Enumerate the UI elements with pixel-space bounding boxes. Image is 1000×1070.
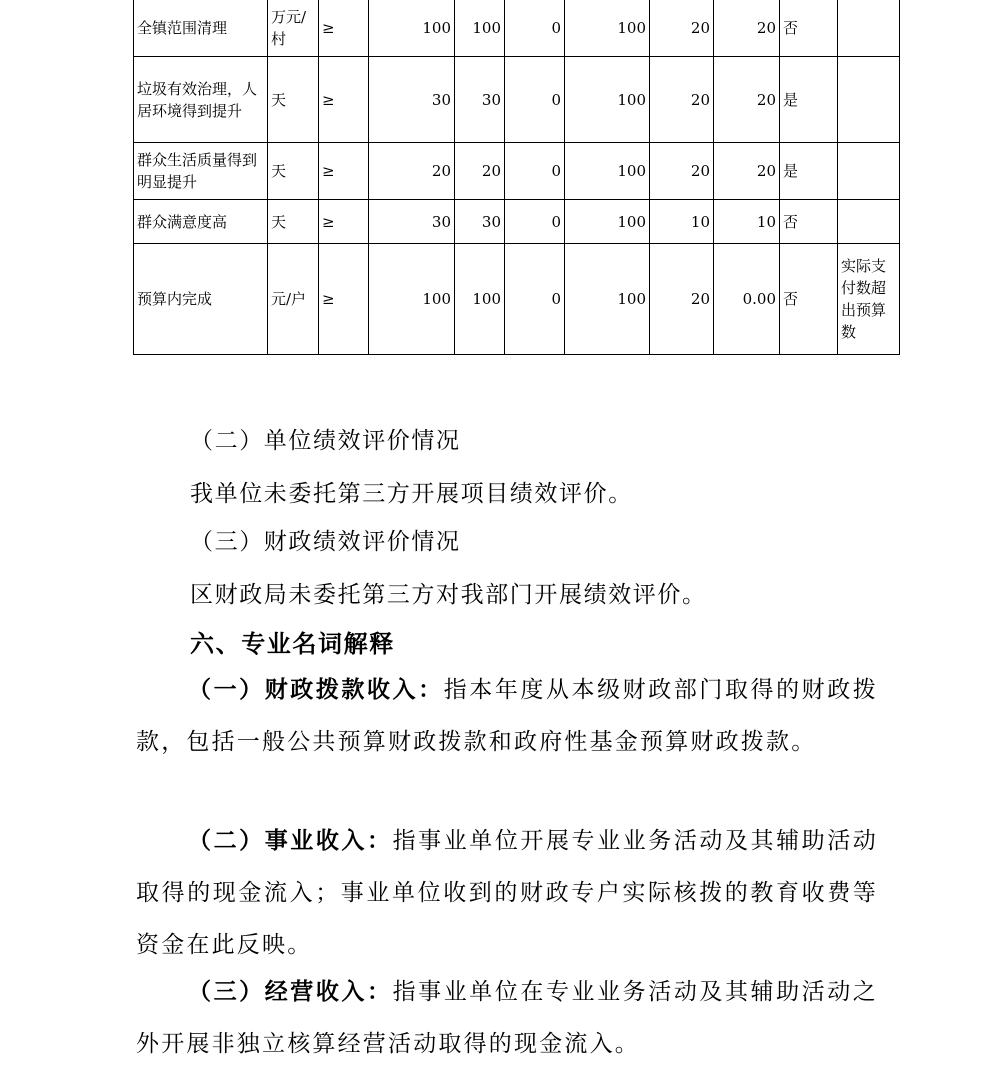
indicator-operator: ≥: [319, 244, 369, 355]
glossary-definition: 指事业单位开展专业业务活动及其辅助活动取得的现金流入；事业单位收到的财政专户实际核拨的教育收费等资金在此反映。: [136, 828, 878, 958]
table-row: [134, 0, 900, 57]
indicator-value-3: 0: [505, 200, 565, 244]
indicator-unit: 天: [268, 200, 319, 244]
indicator-value-1: 20: [369, 143, 455, 200]
indicator-value-3: 0: [505, 143, 565, 200]
indicator-unit: 万元/村: [268, 0, 319, 57]
indicator-unit: 元/户: [268, 244, 319, 355]
section-3-heading: （三）财政绩效评价情况: [190, 529, 461, 555]
indicator-operator: ≥: [319, 57, 369, 143]
indicator-value-3: 0: [505, 244, 565, 355]
indicator-note: [838, 0, 900, 57]
indicator-value-2: 30: [455, 200, 505, 244]
indicator-value-3: 0: [505, 57, 565, 143]
indicator-operator: ≥: [319, 0, 369, 57]
indicator-value-1: 30: [369, 57, 455, 143]
table-row: [134, 143, 900, 200]
indicator-operator: ≥: [319, 200, 369, 244]
indicator-unit: 天: [268, 57, 319, 143]
indicator-value-6: 20: [714, 143, 780, 200]
indicator-flag: 是: [780, 57, 838, 143]
indicator-value-2: 20: [455, 143, 505, 200]
indicator-value-6: 10: [714, 200, 780, 244]
indicator-unit: 天: [268, 143, 319, 200]
indicator-flag: 否: [780, 200, 838, 244]
indicator-value-3: 0: [505, 0, 565, 57]
indicator-value-4: 100: [565, 57, 650, 143]
indicator-value-1: 100: [369, 0, 455, 57]
glossary-heading: 六、专业名词解释: [190, 629, 395, 658]
indicator-value-2: 30: [455, 57, 505, 143]
glossary-term: （二）事业收入：: [188, 827, 393, 854]
indicator-value-4: 100: [565, 143, 650, 200]
indicator-value-5: 20: [650, 57, 714, 143]
performance-table: [133, 0, 900, 355]
indicator-name: 垃圾有效治理，人居环境得到提升: [134, 57, 268, 143]
indicator-name: 预算内完成: [134, 244, 268, 355]
indicator-value-6: 0.00: [714, 244, 780, 355]
glossary-item-3: [136, 966, 878, 1070]
indicator-name: 群众生活质量得到明显提升: [134, 143, 268, 200]
table-row: [134, 57, 900, 143]
glossary-item-2: [136, 815, 878, 971]
indicator-note: [838, 143, 900, 200]
indicator-value-6: 20: [714, 0, 780, 57]
indicator-value-5: 20: [650, 244, 714, 355]
section-3-text: 区财政局未委托第三方对我部门开展绩效评价。: [190, 582, 707, 608]
indicator-name: 群众满意度高: [134, 200, 268, 244]
indicator-note: [838, 200, 900, 244]
indicator-value-4: 100: [565, 200, 650, 244]
section-2-heading: （二）单位绩效评价情况: [190, 428, 461, 454]
table-body: [134, 0, 900, 355]
indicator-note: [838, 57, 900, 143]
indicator-value-1: 100: [369, 244, 455, 355]
indicator-value-2: 100: [455, 244, 505, 355]
indicator-flag: 否: [780, 0, 838, 57]
indicator-value-5: 10: [650, 200, 714, 244]
glossary-definition: 指事业单位在专业业务活动及其辅助活动之外开展非独立核算经营活动取得的现金流入。: [136, 979, 878, 1057]
indicator-value-1: 30: [369, 200, 455, 244]
indicator-value-2: 100: [455, 0, 505, 57]
indicator-operator: ≥: [319, 143, 369, 200]
indicator-note: 实际支付数超出预算数: [838, 244, 900, 355]
indicator-flag: 否: [780, 244, 838, 355]
indicator-name: 全镇范围清理: [134, 0, 268, 57]
glossary-term: （一）财政拨款收入：: [188, 676, 444, 703]
glossary-definition: 指本年度从本级财政部门取得的财政拨款，包括一般公共预算财政拨款和政府性基金预算财政拨款。: [136, 677, 879, 755]
glossary-item-1: [136, 664, 878, 768]
indicator-flag: 是: [780, 143, 838, 200]
indicator-value-6: 20: [714, 57, 780, 143]
indicator-value-5: 20: [650, 143, 714, 200]
indicator-value-4: 100: [565, 0, 650, 57]
table-row: [134, 200, 900, 244]
table-row: [134, 244, 900, 355]
indicator-value-4: 100: [565, 244, 650, 355]
section-2-text: 我单位未委托第三方开展项目绩效评价。: [190, 481, 633, 507]
indicator-value-5: 20: [650, 0, 714, 57]
glossary-term: （三）经营收入：: [188, 978, 393, 1005]
